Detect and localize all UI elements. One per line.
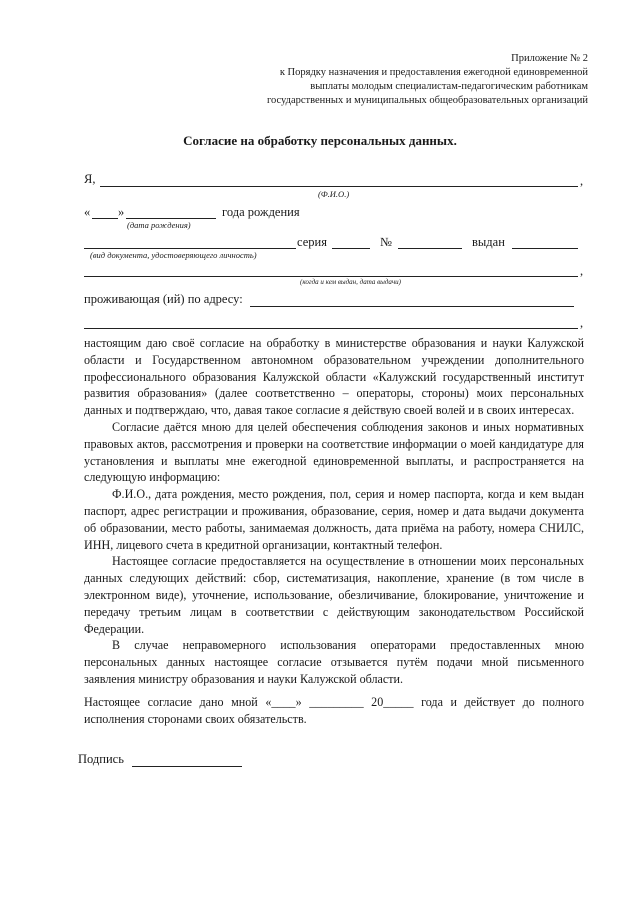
appendix-line: выплаты молодым специалистам-педагогическим работникам xyxy=(310,81,588,92)
address-comma: , xyxy=(580,316,584,330)
issued-comma: , xyxy=(580,264,584,278)
doc-number-field[interactable] xyxy=(398,248,462,249)
appendix-line: к Порядку назначения и предоставления ежегодной единовременной xyxy=(279,67,588,78)
appendix-header xyxy=(168,52,588,108)
issued-by-field[interactable] xyxy=(84,276,578,277)
birth-quote-open: « xyxy=(84,205,91,219)
actions-paragraph: Настоящее согласие предоставляется на осуществление в отношении моих персональных данных следующих действий: сбор, систематизация, накопление, хранение (в том числе в электронном виде), уточнение, использование, обезличивание, блокирование, уничтожение и передачу третьим лицам в соответствии с действующим законодательством Российской Федерации. xyxy=(84,554,584,636)
consent-body xyxy=(84,335,584,688)
birth-year-label: года рождения xyxy=(222,205,300,219)
closing-block xyxy=(84,694,584,728)
document-title: Согласие на обработку персональных данных. xyxy=(183,133,457,148)
consent-paragraph: настоящим даю своё согласие на обработку в министерстве образования и науки Калужской области и Государственном автономном образовательном учреждении дополнительного профессионального образования Калужской области «Калужский государственный институт развития образования» (далее соответственно – операторы, стороны) моих персональных данных и подтверждаю, что, давая такое согласие я действую своей волей и в своих интересах. xyxy=(84,336,584,418)
series-label: серия xyxy=(297,235,327,249)
issued-caption: (когда и кем выдан, дата выдачи) xyxy=(300,278,401,286)
issued-field[interactable] xyxy=(512,248,578,249)
doc-caption: (вид документа, удостоверяющего личность) xyxy=(90,250,257,260)
ya-label: Я, xyxy=(84,172,96,186)
fio-comma: , xyxy=(580,174,584,188)
data-list-paragraph: Ф.И.О., дата рождения, место рождения, пол, серия и номер паспорта, когда и кем выдан паспорт, адрес регистрации и проживания, образование, серия, номер и дата выдачи документа об образовании, место работы, занимаемая должность, дата приёма на работу, номера СНИЛС, ИНН, лицевого счета в кредитной организации, контактный телефон. xyxy=(84,487,584,552)
appendix-line: государственных и муниципальных общеобразовательных организаций xyxy=(266,95,588,106)
address-label: проживающая (ий) по адресу: xyxy=(84,292,243,306)
series-field[interactable] xyxy=(332,248,370,249)
address-field[interactable] xyxy=(250,306,574,307)
birth-day-field[interactable] xyxy=(92,218,118,219)
birth-month-field[interactable] xyxy=(126,218,216,219)
address-field-line2[interactable] xyxy=(84,328,578,329)
closing-paragraph: Настоящее согласие дано мной «____» _________ 20_____ года и действует до полного исполнения сторонами своих обязательств. xyxy=(84,695,584,726)
fio-caption: (Ф.И.О.) xyxy=(318,189,350,199)
appendix-number: Приложение № 2 xyxy=(511,53,588,64)
fio-field[interactable] xyxy=(100,186,578,187)
revocation-paragraph: В случае неправомерного использования операторами предоставленных мною персональных данных настоящее согласие отзывается путём подачи мной письменного заявления министру образования и науки Калужской области. xyxy=(84,638,584,686)
purpose-paragraph: Согласие даётся мною для целей обеспечения соблюдения законов и иных нормативных правовых актов, рассмотрения и проверки на соответствие информации о моей кандидатуре для установления и выплаты мне ежегодной единовременной выплаты, и распространяется на следующую информацию: xyxy=(84,419,584,485)
signature-field[interactable] xyxy=(132,766,242,767)
signature-label: Подпись xyxy=(78,752,124,766)
birth-caption: (дата рождения) xyxy=(127,220,191,230)
number-label: № xyxy=(380,235,392,249)
doc-type-field[interactable] xyxy=(84,248,296,249)
birth-quote-close: » xyxy=(118,205,125,219)
issued-label: выдан xyxy=(472,235,505,249)
